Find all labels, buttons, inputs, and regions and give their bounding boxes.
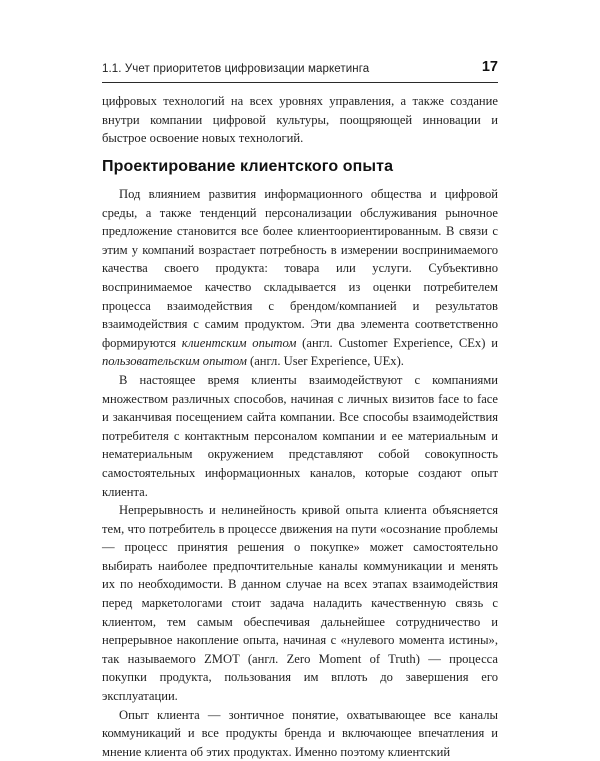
continued-text: цифровых технологий на всех уровнях управления, а также создание внутри компании цифровой культуры, поощряющей инновации и быстрое освоение новых технологий. [102,94,498,146]
section-heading: Проектирование клиентского опыта [102,158,394,175]
continued-paragraph [102,92,498,148]
paragraph-1-text-b: (англ. Customer Experience, CEx) и [296,335,498,350]
term-user-experience: пользовательским опытом [102,354,247,369]
paragraph-4: Опыт клиента — зонтичное понятие, охватывающее все каналы коммуникаций и все продукты бренда и включающее впечатления и мнение клиента об этих продуктах. Именно поэтому клиентский [102,707,498,759]
term-customer-experience: клиентским опытом [181,335,297,350]
running-header [102,60,498,83]
paragraph-1-text-a: Под влиянием развития информационного общества и цифровой среды, а также тенденций персонализации обслуживания рыночное предложение становится все более клиентоориентированным. В связи с этим у компаний возрастает потребность в измерении воспринимаемого качества своего продукта: товара или услуги. Субъективно воспринимаемое качество складывается из оценки потребителем процесса взаимодействия с брендом/компанией и результатов взаимодействия с самим продуктом. Эти два элемента соответственно формируются [102,187,498,350]
paragraph-1-text-c: (англ. User Experience, UEx). [246,354,404,369]
section-body [102,185,498,761]
page-number: 17 [481,59,498,75]
paragraph-1 [102,185,498,371]
paragraph-2: В настоящее время клиенты взаимодействуют с компаниями множеством различных способов, начиная с личных визитов face to face и заканчивая посещением сайта компании. Все способы взаимодействия потребителя с контактным персоналом компании и ее материальным и нематериальным окружением представляют собой совокупность самостоятельных информационных каналов, которые создают опыт клиента. [102,372,498,499]
running-title: 1.1. Учет приоритетов цифровизации маркетинга [102,63,370,75]
paragraph-3: Непрерывность и нелинейность кривой опыта клиента объясняется тем, что потребитель в процессе движения на пути «осознание проблемы — процесс принятия решения о покупке» может самостоятельно выбирать наиболее предпочтительные каналы коммуникации и менять их по необходимости. В данном случае на всех этапах взаимодействия перед маркетологами стоит задача наладить качественную связь с клиентом, тем самым обеспечивая дальнейшее сотрудничество и непрерывное накопление опыта, начиная с «нулевого момента истины», так называемого ZMOT (англ. Zero Moment of Truth) — процесса покупки продукта, пользования им вплоть до завершения его эксплуатации. [102,503,498,704]
